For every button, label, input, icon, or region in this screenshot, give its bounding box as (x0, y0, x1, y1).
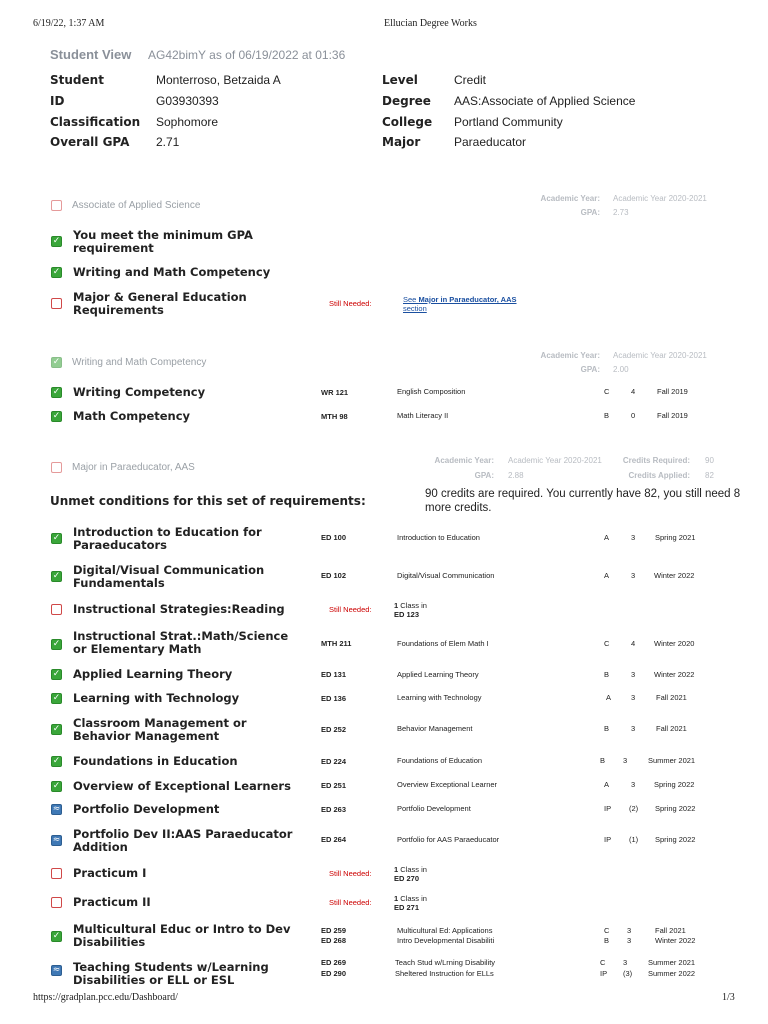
requirement-name: Applied Learning Theory (73, 667, 233, 681)
course-credits: 3 (631, 571, 636, 580)
academic-year-value: Academic Year 2020-2021 (613, 194, 707, 203)
checkmark-icon: ✓ (52, 669, 61, 679)
course-term: Winter 2022 (654, 571, 695, 580)
checkmark-icon: ✓ (52, 756, 61, 766)
student-label: Student (50, 73, 104, 87)
unmet-conditions-note: 90 credits are required. You currently have 82, you still need 8 more credits. (425, 488, 741, 514)
class-in-label: Class in (400, 601, 427, 610)
link-prefix: See (403, 295, 419, 304)
course-grade: IP (600, 969, 608, 978)
course-credits: 0 (631, 411, 636, 420)
course-grade: C (604, 639, 610, 648)
gpa-label: GPA: (580, 365, 600, 374)
course-grade: C (604, 926, 610, 935)
course-title: Portfolio Development (397, 804, 471, 813)
gpa-value: 2.73 (613, 208, 629, 217)
course-title: Sheltered Instruction for ELLs (395, 969, 494, 978)
class-needed-code[interactable]: ED 123 (394, 610, 420, 619)
class-count: 1 (394, 601, 399, 610)
overall-gpa-value: 2.71 (156, 135, 180, 149)
course-term: Fall 2021 (656, 693, 687, 702)
course-code[interactable]: ED 252 (321, 725, 347, 734)
course-title: Portfolio for AAS Paraeducator (397, 835, 500, 844)
checkmark-icon: ✓ (52, 533, 61, 543)
course-code[interactable]: MTH 211 (321, 639, 352, 648)
class-count: 1 (394, 865, 399, 874)
course-grade: B (604, 411, 610, 420)
course-credits: 4 (631, 639, 636, 648)
checkmark-icon: ✓ (52, 387, 61, 397)
course-code[interactable]: ED 264 (321, 835, 347, 844)
requirement-name: Writing and Math Competency (73, 265, 271, 279)
checkmark-icon: ✓ (52, 267, 61, 277)
still-needed-label: Still Needed: (329, 605, 372, 614)
checkmark-icon: ✓ (52, 639, 61, 649)
checkmark-icon: ✓ (52, 693, 61, 703)
course-term: Winter 2022 (655, 936, 696, 945)
requirement-name: Instructional Strategies:Reading (73, 602, 285, 616)
degree-value: AAS:Associate of Applied Science (454, 94, 636, 108)
requirement-name: Overview of Exceptional Learners (73, 779, 291, 793)
checkmark-icon: ✓ (52, 236, 61, 246)
academic-year-value: Academic Year 2020-2021 (613, 351, 707, 360)
college-value: Portland Community (454, 115, 563, 129)
course-grade: B (604, 724, 610, 733)
course-code[interactable]: ED 259 (321, 926, 347, 935)
course-credits: 3 (631, 533, 636, 542)
still-needed-label: Still Needed: (329, 869, 372, 878)
course-code[interactable]: WR 121 (321, 388, 349, 397)
course-title: Introduction to Education (397, 533, 480, 542)
checkmark-icon: ✓ (52, 411, 61, 421)
unmet-conditions-label: Unmet conditions for this set of requirements: (50, 494, 366, 508)
course-term: Spring 2022 (654, 780, 695, 789)
course-credits: 3 (631, 693, 636, 702)
course-term: Fall 2021 (655, 926, 686, 935)
requirement-name: Practicum I (73, 866, 147, 880)
degree-label: Degree (382, 94, 431, 108)
empty-box-icon (51, 200, 62, 211)
requirement-name: Practicum II (73, 895, 151, 909)
class-count: 1 (394, 894, 399, 903)
course-term: Summer 2022 (648, 969, 696, 978)
print-footer-url: https://gradplan.pcc.edu/Dashboard/ (33, 992, 178, 1003)
empty-box-icon (51, 462, 62, 473)
checkmark-icon: ✓ (52, 724, 61, 734)
class-needed-code[interactable]: ED 271 (394, 903, 420, 912)
course-term: Spring 2022 (655, 804, 696, 813)
gpa-value: 2.00 (613, 365, 629, 374)
see-section-link[interactable] (403, 295, 517, 304)
in-progress-icon: ≈ (52, 835, 61, 845)
course-code[interactable]: ED 269 (321, 958, 347, 967)
requirement-name: Learning with Technology (73, 691, 240, 705)
checkmark-icon: ✓ (52, 931, 61, 941)
requirement-name: Teaching Students w/Learning Disabilities or ELL or ESL (73, 960, 269, 987)
academic-year-value: Academic Year 2020-2021 (508, 456, 602, 465)
print-datetime: 6/19/22, 1:37 AM (33, 18, 105, 29)
student-id: G03930393 (156, 94, 219, 108)
requirement-name: Introduction to Education for Paraeducators (73, 525, 262, 552)
gpa-value: 2.88 (508, 471, 524, 480)
class-needed-count (394, 865, 427, 874)
course-title: Behavior Management (397, 724, 473, 733)
course-code[interactable]: ED 224 (321, 757, 347, 766)
course-grade: B (600, 756, 606, 765)
course-code[interactable]: ED 251 (321, 781, 347, 790)
course-credits: (2) (629, 804, 639, 813)
course-credits: 3 (631, 670, 636, 679)
major-value: Paraeducator (454, 135, 527, 149)
still-needed-label: Still Needed: (329, 299, 372, 308)
still-needed-label: Still Needed: (329, 898, 372, 907)
course-grade: A (604, 780, 610, 789)
course-code[interactable]: ED 131 (321, 670, 347, 679)
academic-year-label: Academic Year: (540, 194, 600, 203)
requirement-name: Writing Competency (73, 385, 206, 399)
requirement-name: You meet the minimum GPA requirement (73, 228, 253, 255)
checkmark-icon: ✓ (52, 781, 61, 791)
course-grade: C (600, 958, 606, 967)
requirement-name: Multicultural Educ or Intro to Dev Disabilities (73, 922, 291, 949)
course-title: Foundations of Elem Math I (397, 639, 489, 648)
credits-applied-value: 82 (705, 471, 714, 480)
class-in-label: Class in (400, 865, 427, 874)
course-credits: 3 (631, 780, 636, 789)
course-term: Fall 2019 (657, 387, 688, 396)
requirement-name: Classroom Management or Behavior Management (73, 716, 247, 743)
course-code[interactable]: ED 136 (321, 694, 347, 703)
academic-year-label: Academic Year: (434, 456, 494, 465)
print-footer-page: 1/3 (722, 992, 735, 1003)
course-code[interactable]: ED 102 (321, 571, 347, 580)
link-target: Major in Paraeducator, AAS (418, 295, 517, 304)
checkmark-icon: ✓ (52, 357, 61, 367)
classification-label: Classification (50, 115, 141, 129)
course-credits: 3 (627, 936, 632, 945)
academic-year-label: Academic Year: (540, 351, 600, 360)
checkmark-icon: ✓ (52, 571, 61, 581)
requirement-name: Digital/Visual Communication Fundamentals (73, 563, 265, 590)
course-code[interactable]: ED 263 (321, 805, 347, 814)
course-grade: A (604, 571, 610, 580)
course-title: Teach Stud w/Lrning Disability (395, 958, 496, 967)
block-title[interactable]: Major in Paraeducator, AAS (72, 462, 195, 473)
college-label: College (382, 115, 433, 129)
course-term: Summer 2021 (648, 958, 696, 967)
course-title: Digital/Visual Communication (397, 571, 495, 580)
level-label: Level (382, 73, 418, 87)
requirement-name: Instructional Strat.:Math/Science or Elementary Math (73, 629, 289, 656)
course-grade: A (604, 533, 610, 542)
empty-box-icon (51, 604, 62, 615)
course-code[interactable]: ED 290 (321, 969, 347, 978)
classification-value: Sophomore (156, 115, 219, 129)
course-title: Intro Developmental Disabiliti (397, 936, 495, 945)
course-term: Winter 2022 (654, 670, 695, 679)
class-in-label: Class in (400, 894, 427, 903)
course-credits: 3 (623, 756, 628, 765)
credits-applied-label: Credits Applied: (628, 471, 690, 480)
student-view-subtitle: AG42bimY as of 06/19/2022 at 01:36 (148, 48, 346, 62)
course-title: Overview Exceptional Learner (397, 780, 498, 789)
course-credits: 3 (627, 926, 632, 935)
requirement-name: Portfolio Dev II:AAS Paraeducator Addition (73, 827, 293, 854)
course-code[interactable]: MTH 98 (321, 412, 348, 421)
course-grade: IP (604, 835, 612, 844)
class-needed-count (394, 601, 427, 610)
empty-box-icon (51, 897, 62, 908)
course-code[interactable]: ED 268 (321, 936, 347, 945)
course-grade: B (604, 670, 610, 679)
see-section-link-suffix[interactable]: section (403, 304, 427, 313)
empty-box-icon (51, 868, 62, 879)
course-code[interactable]: ED 100 (321, 533, 347, 542)
course-credits: (1) (629, 835, 639, 844)
course-term: Spring 2021 (655, 533, 696, 542)
requirement-name: Portfolio Development (73, 802, 220, 816)
overall-gpa-label: Overall GPA (50, 135, 130, 149)
course-title: Applied Learning Theory (397, 670, 479, 679)
level-value: Credit (454, 73, 487, 87)
block-title[interactable]: Associate of Applied Science (72, 200, 201, 211)
course-credits: (3) (623, 969, 633, 978)
block-title[interactable]: Writing and Math Competency (72, 357, 207, 368)
course-grade: IP (604, 804, 612, 813)
course-credits: 4 (631, 387, 636, 396)
major-label: Major (382, 135, 421, 149)
student-view-title: Student View (50, 47, 132, 62)
course-credits: 3 (623, 958, 628, 967)
course-title: Math Literacy II (397, 411, 449, 420)
course-credits: 3 (631, 724, 636, 733)
gpa-label: GPA: (474, 471, 494, 480)
empty-box-icon (51, 298, 62, 309)
course-term: Summer 2021 (648, 756, 696, 765)
course-term: Spring 2022 (655, 835, 696, 844)
requirement-name: Major & General Education Requirements (73, 290, 247, 317)
class-needed-code[interactable]: ED 270 (394, 874, 420, 883)
course-title: Foundations of Education (397, 756, 483, 765)
student-name: Monterroso, Betzaida A (156, 73, 281, 87)
gpa-label: GPA: (580, 208, 600, 217)
course-title: Learning with Technology (397, 693, 482, 702)
course-term: Fall 2019 (657, 411, 688, 420)
course-term: Fall 2021 (656, 724, 687, 733)
in-progress-icon: ≈ (52, 965, 61, 975)
course-grade: C (604, 387, 610, 396)
print-site-title: Ellucian Degree Works (384, 18, 477, 29)
id-label: ID (50, 94, 65, 108)
class-needed-count (394, 894, 427, 903)
course-grade: A (606, 693, 612, 702)
credits-required-value: 90 (705, 456, 714, 465)
requirement-name: Foundations in Education (73, 754, 238, 768)
in-progress-icon: ≈ (52, 804, 61, 814)
course-title: English Composition (397, 387, 466, 396)
credits-required-label: Credits Required: (622, 456, 690, 465)
course-grade: B (604, 936, 610, 945)
requirement-name: Math Competency (73, 409, 191, 423)
course-term: Winter 2020 (654, 639, 695, 648)
course-title: Multicultural Ed: Applications (397, 926, 493, 935)
